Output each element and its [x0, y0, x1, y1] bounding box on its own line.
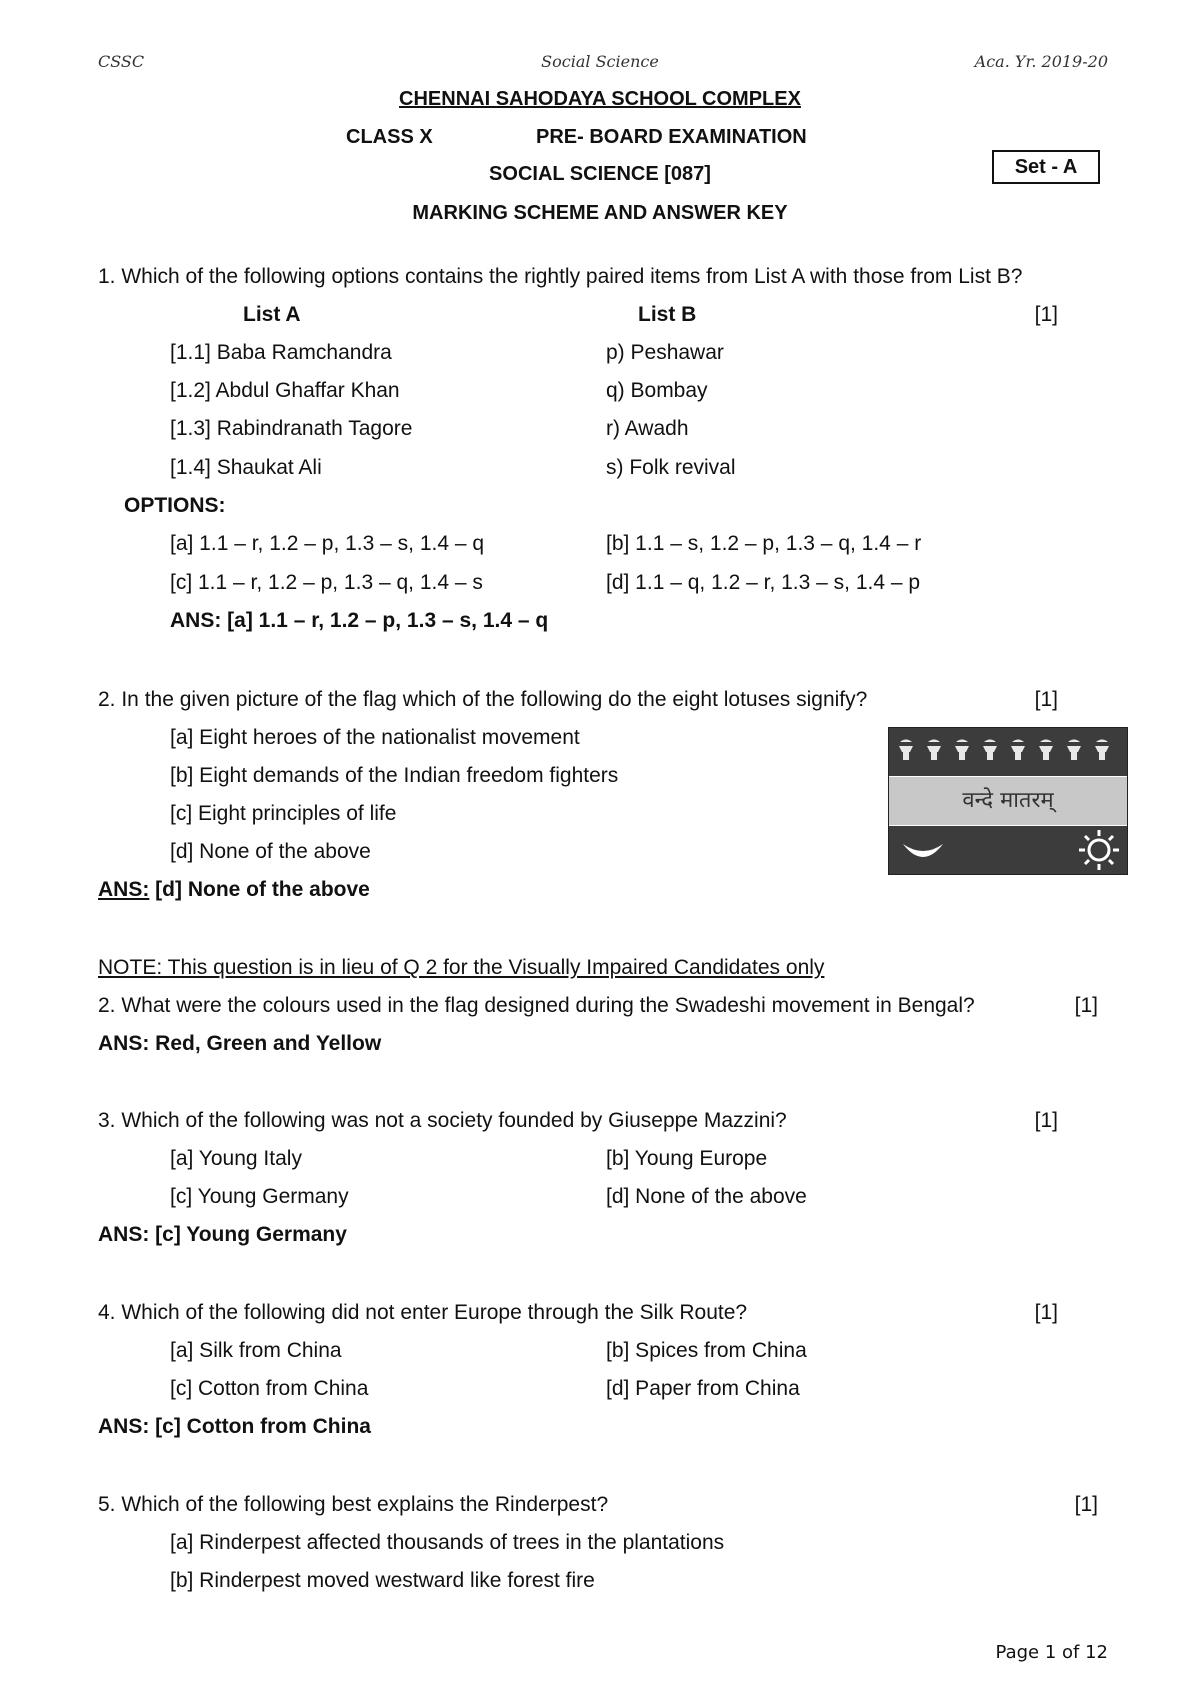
note-marks: [1] [1074, 994, 1098, 1017]
q2-marks: [1] [1034, 688, 1058, 711]
q5-option-a: [a] Rinderpest affected thousands of trees in the plantations [170, 1531, 725, 1554]
q3-option-c: [c] Young Germany [170, 1185, 349, 1208]
q3-text: 3. Which of the following was not a society founded by Giuseppe Mazzini? [98, 1109, 787, 1132]
q1-list-b-head: List B [638, 303, 697, 326]
lotus-row-icon [889, 728, 1127, 776]
note-text: NOTE: This question is in lieu of Q 2 for the Visually Impaired Candidates only [98, 956, 825, 979]
q4-option-d: [d] Paper from China [606, 1377, 800, 1400]
q1-list-b-item: s) Folk revival [606, 456, 736, 479]
q1-text: 1. Which of the following options contains the rightly paired items from List A with those from List B? [98, 265, 1023, 288]
q1-option-a: [a] 1.1 – r, 1.2 – p, 1.3 – s, 1.4 – q [170, 532, 485, 555]
flag-text: वन्दे मातरम् [962, 788, 1054, 813]
subject-title: SOCIAL SCIENCE [087] [489, 163, 711, 185]
q1-marks: [1] [1034, 303, 1058, 326]
q1-list-a-item: [1.3] Rabindranath Tagore [170, 417, 413, 440]
q3-marks: [1] [1034, 1109, 1058, 1132]
q5-text: 5. Which of the following best explains the Rinderpest? [98, 1493, 609, 1516]
q2-answer [98, 878, 370, 902]
q2-answer-rest: [d] None of the above [149, 878, 370, 901]
flag-top-band [889, 728, 1127, 776]
q1-option-c: [c] 1.1 – r, 1.2 – p, 1.3 – q, 1.4 – s [170, 571, 483, 594]
q2-text: 2. In the given picture of the flag which of the following do the eight lotuses signify? [98, 688, 868, 711]
q2-option-a: [a] Eight heroes of the nationalist movement [170, 726, 580, 749]
exam-title: PRE- BOARD EXAMINATION [536, 126, 807, 148]
q3-option-d: [d] None of the above [606, 1185, 807, 1208]
sun-icon [1079, 830, 1119, 870]
q1-options-label: OPTIONS: [124, 494, 226, 517]
q3-option-a: [a] Young Italy [170, 1147, 302, 1170]
note-answer: ANS: Red, Green and Yellow [98, 1032, 382, 1055]
q1-list-a-item: [1.2] Abdul Ghaffar Khan [170, 379, 400, 402]
set-badge: Set - A [992, 150, 1100, 184]
moon-sun-icon [889, 826, 1127, 874]
scheme-title: MARKING SCHEME AND ANSWER KEY [412, 202, 788, 224]
q3-answer: ANS: [c] Young Germany [98, 1223, 347, 1246]
header-center: Social Science [541, 52, 659, 71]
q1-option-d: [d] 1.1 – q, 1.2 – r, 1.3 – s, 1.4 – p [606, 571, 921, 594]
class-title: CLASS X [346, 126, 433, 148]
q2-option-b: [b] Eight demands of the Indian freedom fighters [170, 764, 619, 787]
q4-option-a: [a] Silk from China [170, 1339, 342, 1362]
q2-option-d: [d] None of the above [170, 840, 371, 863]
q1-list-a-item: [1.4] Shaukat Ali [170, 456, 322, 479]
q5-marks: [1] [1074, 1493, 1098, 1516]
header-left: CSSC [98, 52, 145, 71]
q1-list-a-head: List A [243, 303, 301, 326]
q4-option-b: [b] Spices from China [606, 1339, 807, 1362]
q4-marks: [1] [1034, 1301, 1058, 1324]
q1-list-b-item: q) Bombay [606, 379, 708, 402]
q2-option-c: [c] Eight principles of life [170, 802, 397, 825]
flag-bottom-band [889, 826, 1127, 874]
q4-answer: ANS: [c] Cotton from China [98, 1415, 371, 1438]
q5-option-b: [b] Rinderpest moved westward like forest fire [170, 1569, 595, 1592]
crescent-moon-icon [903, 844, 943, 857]
q1-answer: ANS: [a] 1.1 – r, 1.2 – p, 1.3 – s, 1.4 – q [170, 609, 549, 632]
q4-text: 4. Which of the following did not enter Europe through the Silk Route? [98, 1301, 748, 1324]
q3-option-b: [b] Young Europe [606, 1147, 768, 1170]
q2-answer-prefix: ANS: [98, 878, 150, 901]
school-title: CHENNAI SAHODAYA SCHOOL COMPLEX [399, 88, 801, 110]
q1-list-b-item: p) Peshawar [606, 341, 724, 364]
q4-option-c: [c] Cotton from China [170, 1377, 369, 1400]
flag-middle-band [889, 777, 1127, 825]
q1-list-b-item: r) Awadh [606, 417, 689, 440]
q1-option-b: [b] 1.1 – s, 1.2 – p, 1.3 – q, 1.4 – r [606, 532, 922, 555]
vande-mataram-flag-image [888, 727, 1128, 875]
note-question: 2. What were the colours used in the flag designed during the Swadeshi movement in Bengal? [98, 994, 975, 1017]
page-number: Page 1 of 12 [995, 1642, 1108, 1663]
header-right: Aca. Yr. 2019-20 [974, 52, 1108, 71]
q1-list-a-item: [1.1] Baba Ramchandra [170, 341, 392, 364]
